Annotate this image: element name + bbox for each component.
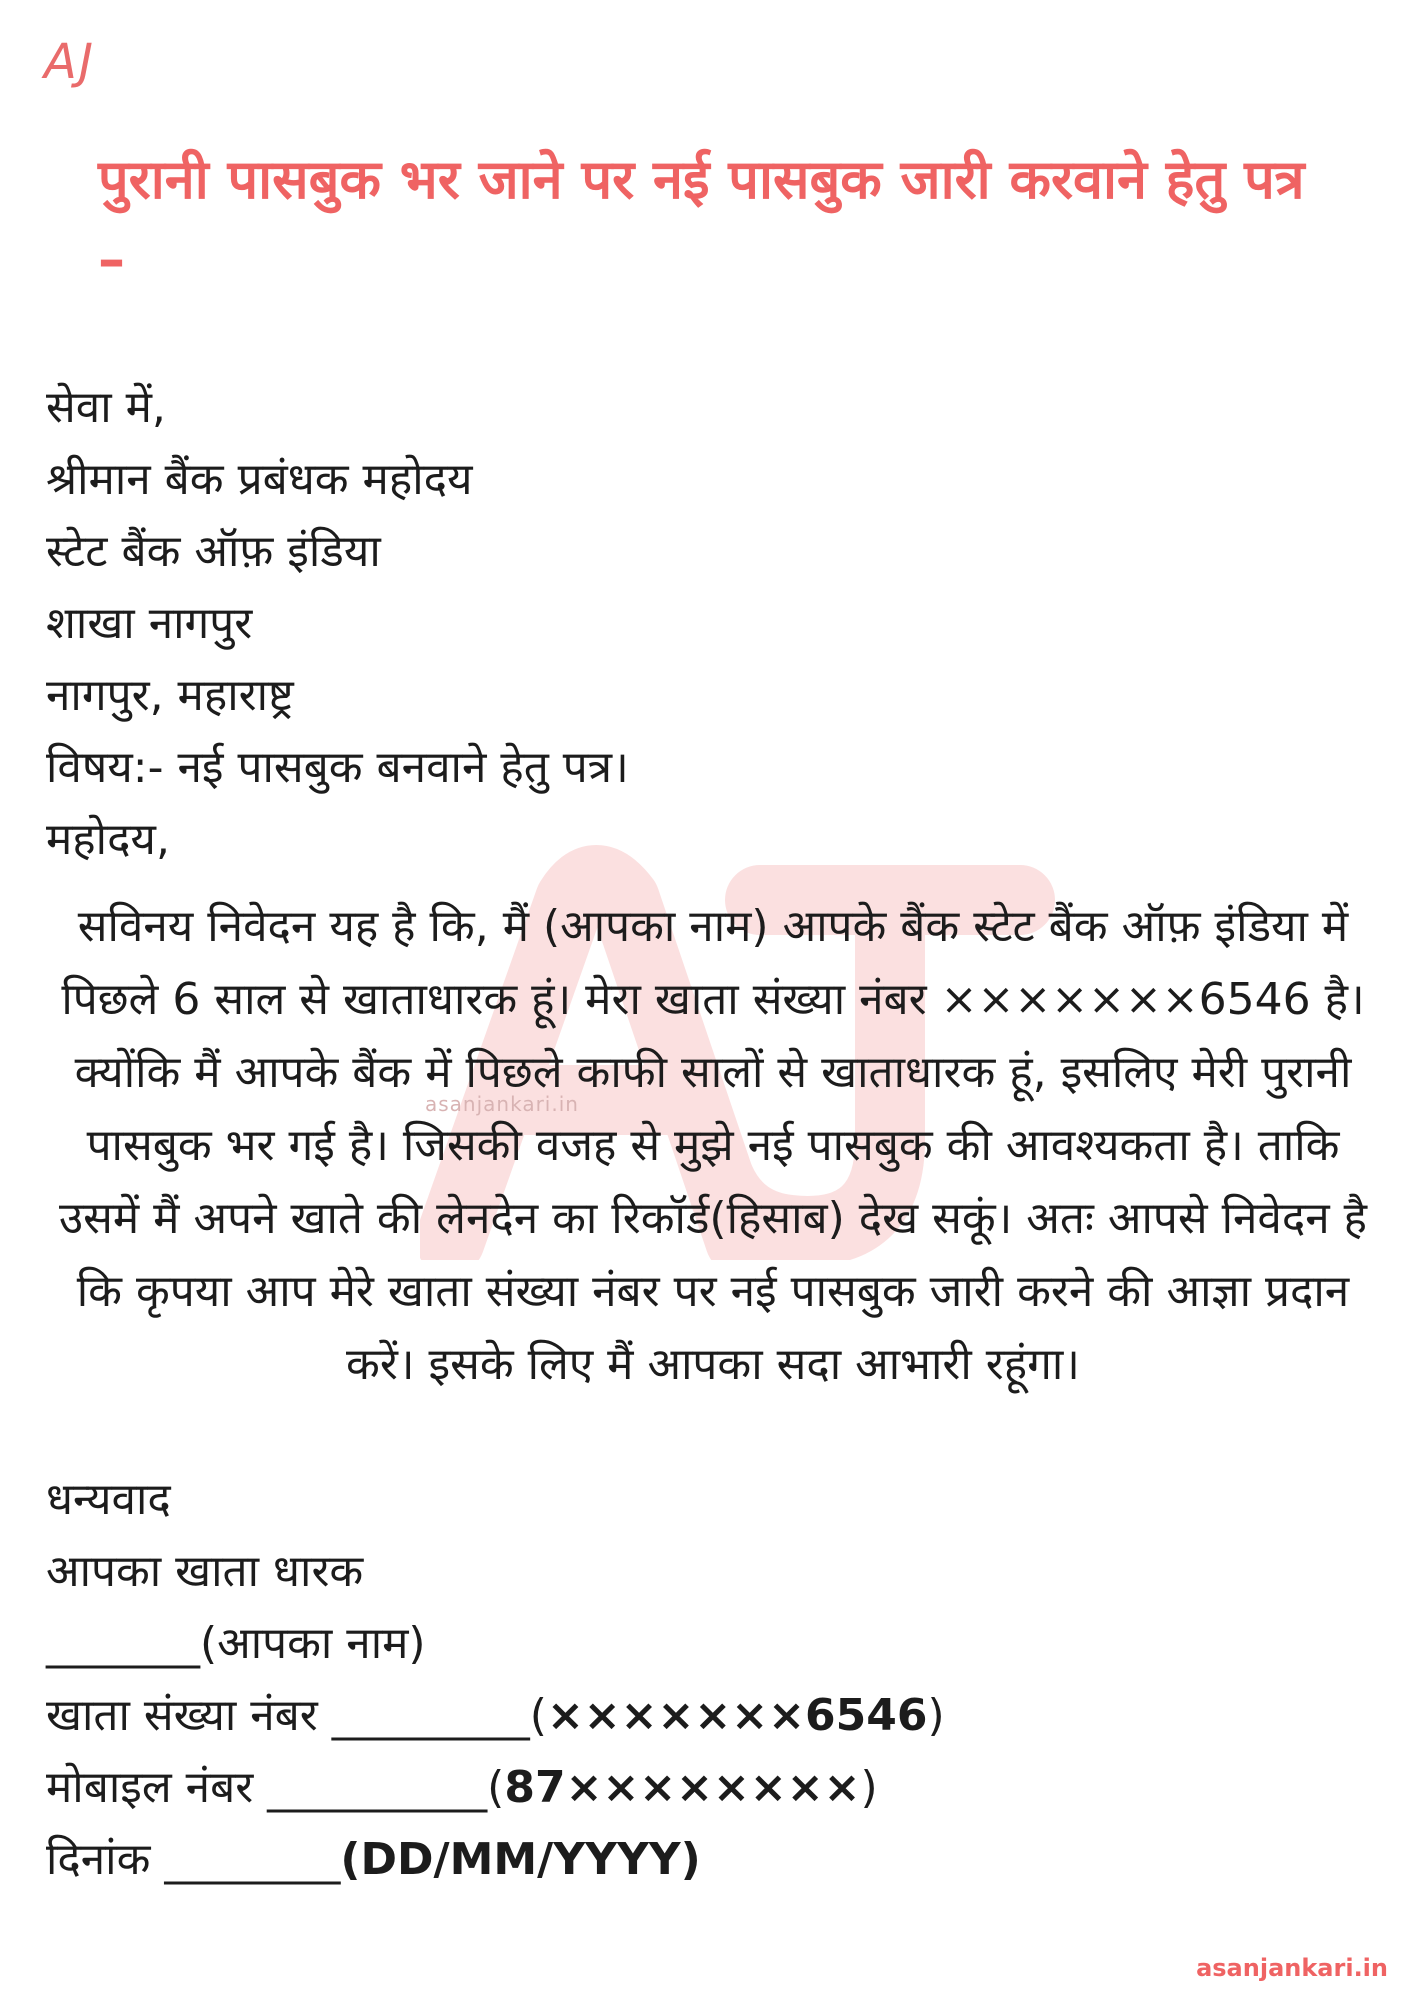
address-line-2: स्टेट बैंक ऑफ़ इंडिया [46,526,381,577]
mobile-number-value: 87×××××××× [504,1762,861,1813]
letter-body: सविनय निवेदन यह है कि, मैं (आपका नाम) आपके बैंक स्टेट बैंक ऑफ़ इंडिया में पिछले 6 साल से खाताधारक हूं। मेरा खाता संख्या नंबर ×××××××6546 है। क्योंकि मैं आपके बैंक में पिछले काफी सालों से खाताधारक हूं, इसलिए मेरी पुरानी पासबुक भर गई है। जिसकी वजह से मुझे नई पासबुक की आवश्यकता है। ताकि उसमें मैं अपने खाते की लेनदेन का रिकॉर्ड(हिसाब) देख सकूं। अतः आपसे निवेदन है कि कृपया आप मेरे खाता संख्या नंबर पर नई पासबुक जारी करने की आज्ञा प्रदान करें। इसके लिए मैं आपका सदा आभारी रहूंगा। [59,901,1367,1390]
name-line: _______(आपका नाम) [46,1618,426,1669]
date-label: दिनांक ________ [46,1834,341,1885]
account-number-close: ) [927,1690,945,1741]
salutation-to: सेवा में, [46,382,166,433]
mobile-number-close: ) [860,1762,878,1813]
account-number-value: ×××××××6546 [546,1690,928,1741]
closing-signoff: आपका खाता धारक [46,1546,364,1597]
address-line-3: शाखा नागपुर [46,598,253,649]
mobile-number-line [46,1760,878,1816]
account-number-line [46,1688,945,1744]
address-line-4: नागपुर, महाराष्ट्र [46,670,294,721]
subject-line: विषय:- नई पासबुक बनवाने हेतु पत्र। [46,742,629,793]
closing-thanks: धन्यवाद [46,1474,171,1525]
watermark-text: asanjankari.in [425,1092,579,1116]
account-number-label: खाता संख्या नंबर _________( [46,1690,547,1741]
footer-url: asanjankari.in [1196,1954,1388,1982]
logo: AJ [44,34,95,90]
date-line [46,1832,701,1888]
greeting: महोदय, [46,814,170,865]
address-line-1: श्रीमान बैंक प्रबंधक महोदय [46,454,473,505]
page-title: पुरानी पासबुक भर जाने पर नई पासबुक जारी करवाने हेतु पत्र – [98,148,1305,291]
mobile-number-label: मोबाइल नंबर __________( [46,1762,505,1813]
date-value: (DD/MM/YYYY) [340,1834,701,1885]
